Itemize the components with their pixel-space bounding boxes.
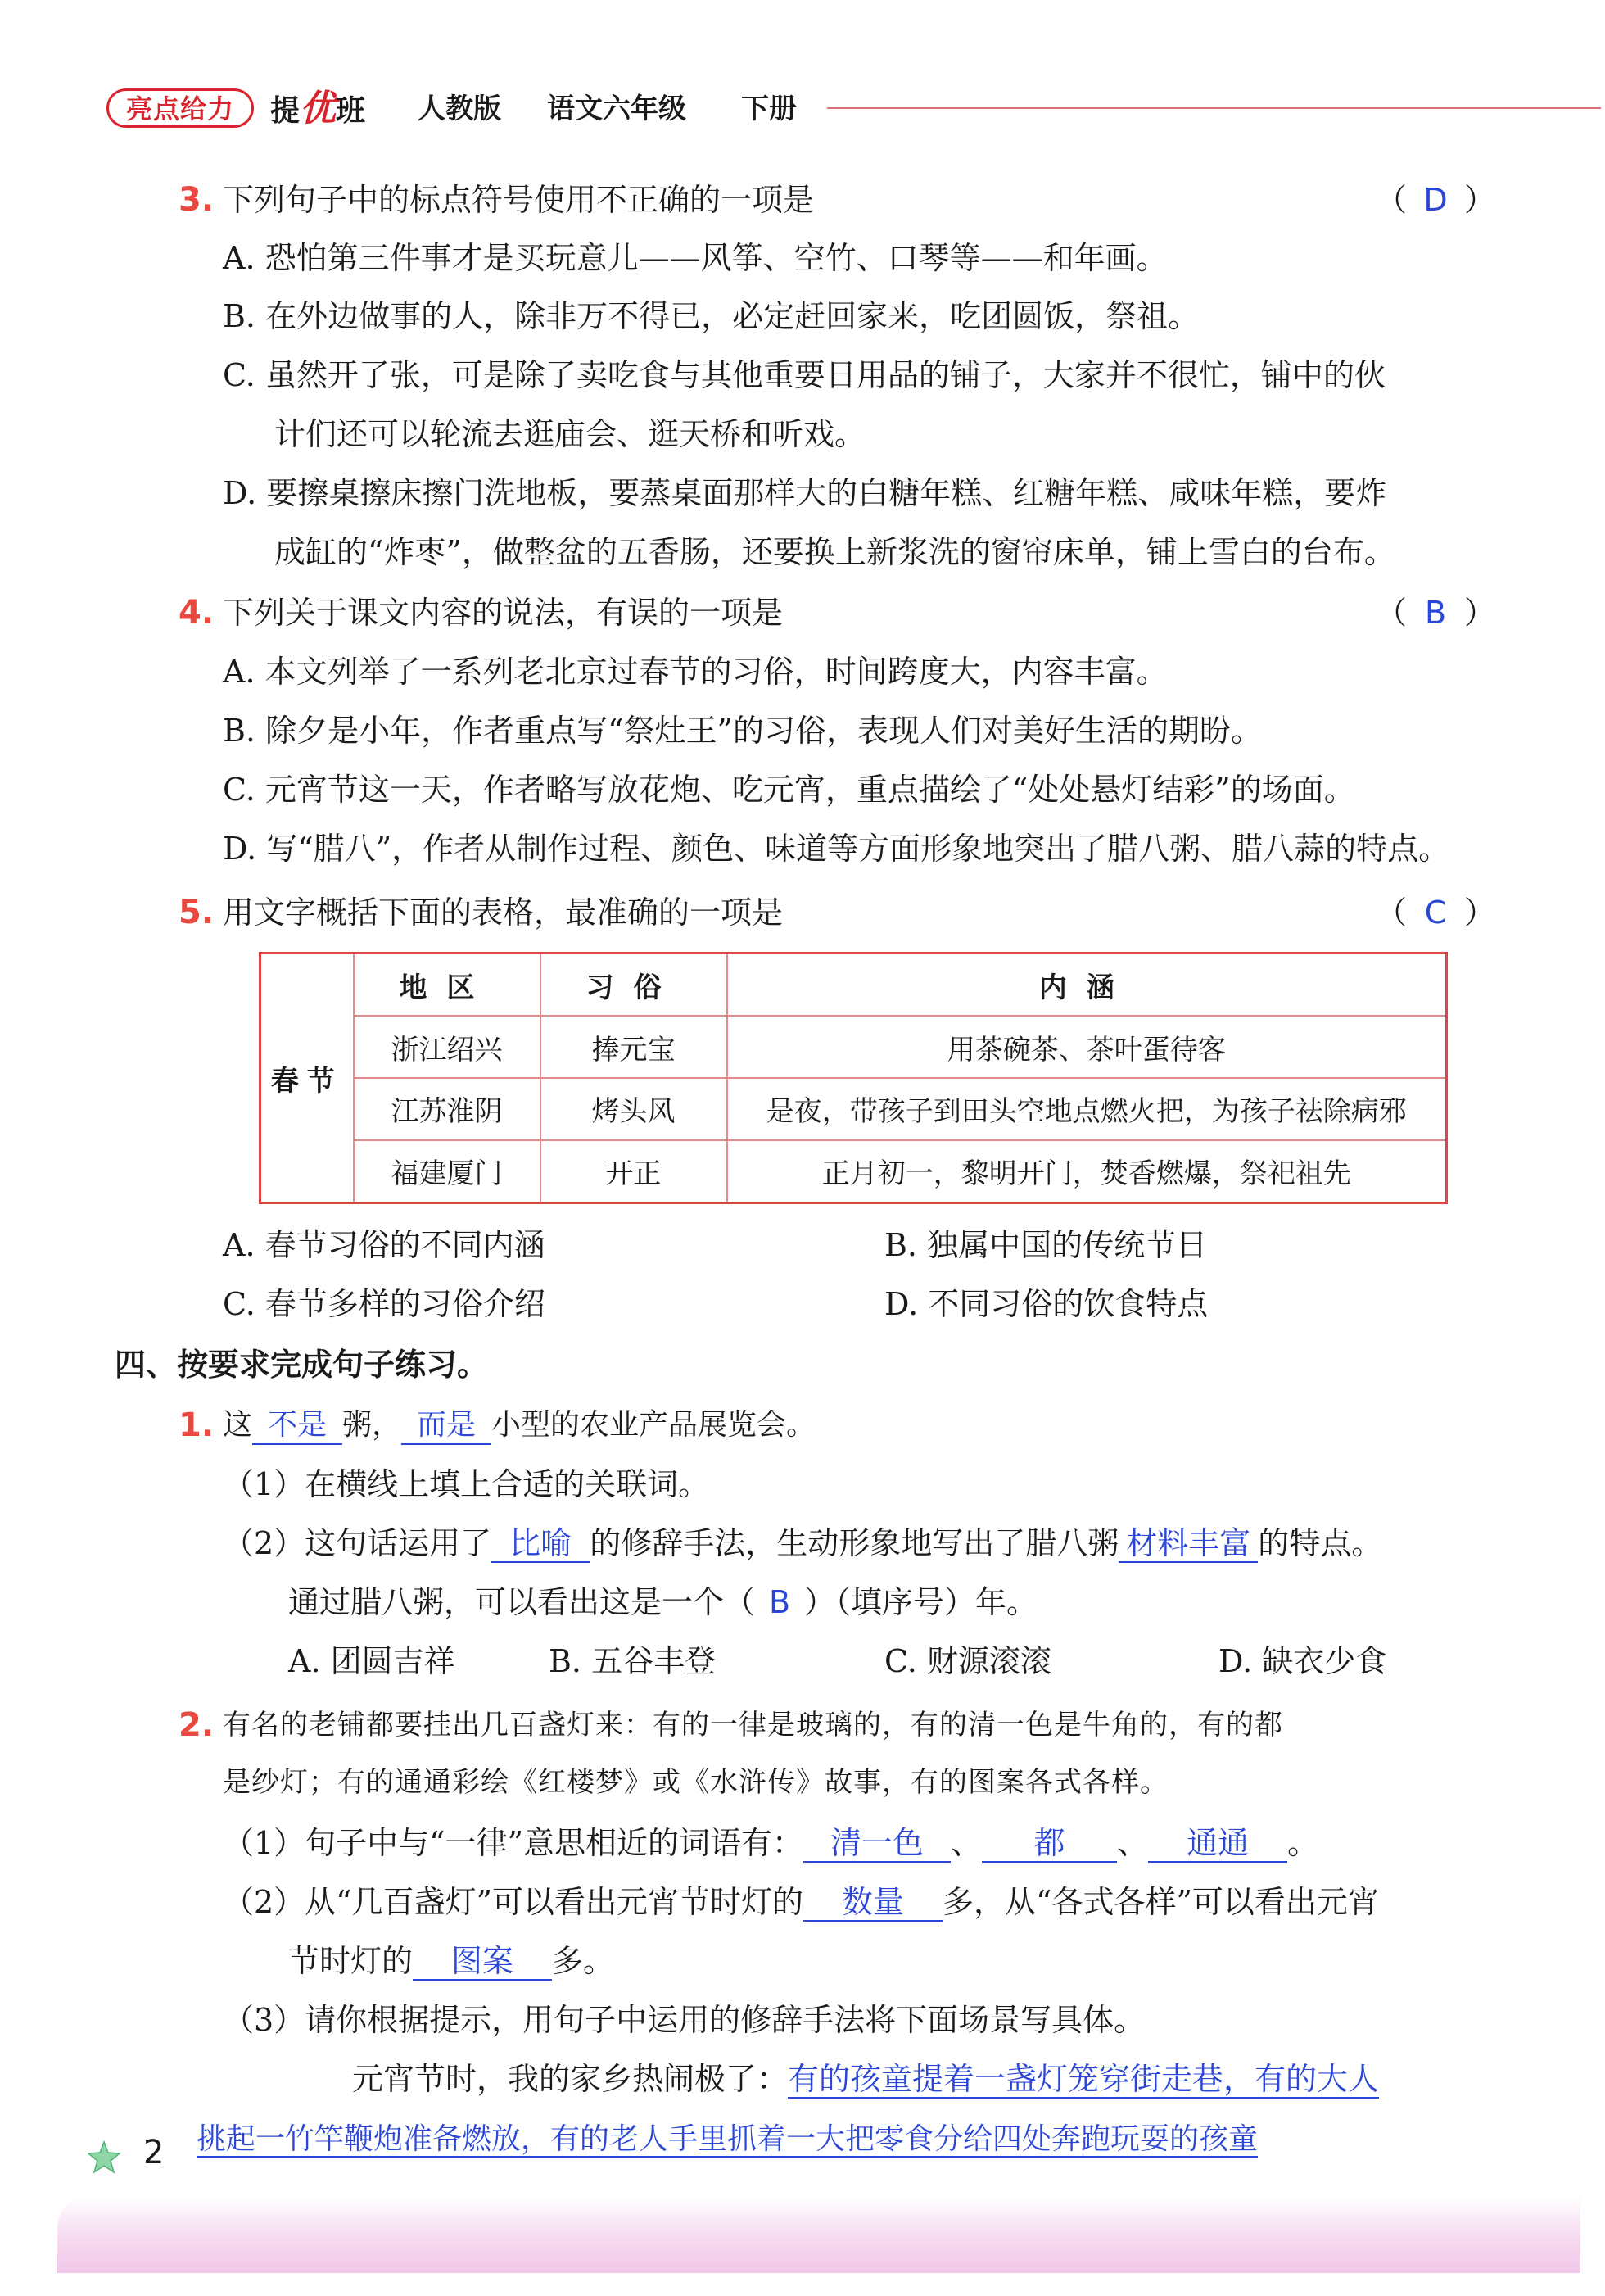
s4q2-sub3: （3）请你根据提示，用句子中运用的修辞手法将下面场景写具体。 [223, 2002, 1146, 2038]
s4q2-sub2-line2-post: 多。 [552, 1943, 615, 1979]
s4q2-sub2-line2 [288, 1938, 614, 1984]
s4q2-sub2-fill-2: 图案 [413, 1943, 552, 1981]
brand-post: 班 [336, 94, 366, 128]
q3-paren-left: （ [1376, 182, 1408, 218]
table-row-header: 春节 [260, 953, 354, 1203]
q3-option-d-cont: 成缸的“炸枣”，做整盆的五香肠，还要换上新浆洗的窗帘床单，铺上雪白的台布。 [274, 534, 1395, 570]
s4q2-sub1-end: 。 [1287, 1825, 1319, 1861]
table-cell: 正月初一，黎明开门，焚香燃爆，祭祀祖先 [727, 1140, 1447, 1203]
q3-option-b: B. 在外边做事的人，除非万不得已，必定赶回家来，吃团圆饭，祭祖。 [223, 298, 1200, 334]
q5-answer: C [1424, 894, 1447, 931]
s4q2-sub2-line2-pre: 节时灯的 [288, 1943, 414, 1979]
s4q2-write-line-1 [352, 2056, 1379, 2102]
s4q1-sub2-mid: 的修辞手法，生动形象地写出了腊八粥 [590, 1525, 1119, 1561]
q4-answer: B [1424, 595, 1447, 631]
edition-label: 人教版 [418, 93, 501, 125]
s4q2-sub1-sep-2: 、 [1117, 1825, 1149, 1861]
s4q1-sub2-fill-2: 材料丰富 [1119, 1525, 1258, 1563]
s4q1-sub2-line2 [288, 1579, 1038, 1625]
table-header-row [260, 953, 1447, 1017]
q5-option-a: A. 春节习俗的不同内涵 [223, 1227, 545, 1263]
q3-paren-right: ） [1464, 182, 1496, 218]
q5-paren-left: （ [1376, 894, 1408, 931]
q4-stem: 下列关于课文内容的说法，有误的一项是 [223, 595, 784, 631]
s4q2-sub1-sep-1: 、 [951, 1825, 983, 1861]
table-cell: 江苏淮阴 [354, 1078, 540, 1140]
s4q1-mid: 粥， [342, 1408, 402, 1442]
q4-option-b: B. 除夕是小年，作者重点写“祭灶王”的习俗，表现人们对美好生活的期盼。 [223, 713, 1262, 749]
q5-option-b: B. 独属中国的传统节日 [884, 1227, 1208, 1263]
s4q2-write-line-2 [197, 2115, 1258, 2162]
table-row [260, 1016, 1447, 1078]
s4q1-number: 1. [179, 1406, 215, 1444]
table-header-custom: 习俗 [540, 953, 727, 1017]
q3-answer-slot [1376, 177, 1495, 223]
q5-option-c: C. 春节多样的习俗介绍 [223, 1286, 545, 1322]
table-header-region: 地区 [354, 953, 540, 1017]
s4q1-choice-c: C. 财源滚滚 [884, 1643, 1051, 1679]
q4-option-d: D. 写“腊八”，作者从制作过程、颜色、味道等方面形象地突出了腊八粥、腊八蒜的特点。 [223, 831, 1450, 867]
table-cell: 福建厦门 [354, 1140, 540, 1203]
s4q1-choice-b: B. 五谷丰登 [549, 1643, 717, 1679]
page-header [106, 88, 1499, 129]
q3-option-a: A. 恐怕第三件事才是买玩意儿——风筝、空竹、口琴等——和年画。 [223, 240, 1168, 276]
s4q2-write-prompt: 元宵节时，我的家乡热闹极了： [352, 2061, 789, 2097]
brand-name [270, 88, 365, 132]
s4q2-sub2-pre: （2）从“几百盏灯”可以看出元宵节时灯的 [223, 1884, 804, 1920]
s4q2-sub1-fill-3: 通通 [1148, 1825, 1287, 1863]
s4q2-sub2 [223, 1879, 1379, 1925]
s4q2-sub1 [223, 1820, 1318, 1866]
customs-table [259, 952, 1448, 1204]
s4q2-sub1-fill-2: 都 [982, 1825, 1117, 1863]
s4q1-choice-d: D. 缺衣少食 [1218, 1643, 1387, 1679]
page-number: 2 [143, 2134, 165, 2171]
q4-paren-left: （ [1376, 595, 1408, 631]
q3-number: 3. [179, 181, 215, 219]
table-cell: 开正 [540, 1140, 727, 1203]
brand-pre: 提 [270, 94, 301, 128]
s4q2-sub2-fill-1: 数量 [803, 1884, 943, 1922]
table-cell: 用茶碗茶、茶叶蛋待客 [727, 1016, 1447, 1078]
star-icon [86, 2140, 122, 2176]
s4q1-sub2-pre: （2）这句话运用了 [223, 1525, 492, 1561]
q3-stem: 下列句子中的标点符号使用不正确的一项是 [223, 182, 815, 218]
header-rule [827, 107, 1601, 109]
s4q1-sub1: （1）在横线上填上合适的关联词。 [223, 1466, 710, 1502]
q3-answer: D [1423, 182, 1448, 218]
q5-number: 5. [179, 894, 215, 931]
s4q2-line-1: 有名的老铺都要挂出几百盏灯来：有的一律是玻璃的，有的清一色是牛角的，有的都 [223, 1709, 1283, 1741]
s4q2-number: 2. [179, 1706, 215, 1744]
q3-option-d: D. 要擦桌擦床擦门洗地板，要蒸桌面那样大的白糖年糕、红糖年糕、咸味年糕，要炸 [223, 475, 1387, 511]
q4-option-c: C. 元宵节这一天，作者略写放花炮、吃元宵，重点描绘了“处处悬灯结彩”的场面。 [223, 772, 1355, 808]
subject-label: 语文六年级 [547, 93, 686, 125]
s4q1-fill-2: 而是 [401, 1407, 491, 1445]
q5-stem: 用文字概括下面的表格，最准确的一项是 [223, 894, 784, 931]
q4-number: 4. [179, 594, 215, 632]
volume-label: 下册 [741, 93, 797, 125]
section-4-title: 四、按要求完成句子练习。 [115, 1347, 489, 1383]
s4q1-choice-a: A. 团圆吉祥 [288, 1643, 455, 1679]
s4q2-sub2-mid: 多，从“各式各样”可以看出元宵 [943, 1884, 1379, 1920]
s4q1-sub2-post: 的特点。 [1258, 1525, 1383, 1561]
s4q2-write-answer-2: 挑起一竹竿鞭炮准备燃放，有的老人手里抓着一大把零食分给四处奔跑玩耍的孩童 [197, 2122, 1259, 2156]
q4-option-a: A. 本文列举了一系列老北京过春节的习俗，时间跨度大，内容丰富。 [223, 654, 1168, 690]
table-cell: 捧元宝 [540, 1016, 727, 1078]
brand-badge: 亮点给力 [106, 88, 254, 128]
q5-paren-right: ） [1464, 894, 1496, 931]
footer-band [57, 2195, 1580, 2273]
s4q1-sub2-line2-pre: 通过腊八粥，可以看出这是一个（ [288, 1584, 756, 1620]
brand-you: 优 [300, 88, 337, 129]
s4q2-sub1-pre: （1）句子中与“一律”意思相近的词语有： [223, 1825, 804, 1861]
q3-option-c: C. 虽然开了张，可是除了卖吃食与其他重要日用品的铺子，大家并不很忙，铺中的伙 [223, 357, 1386, 393]
q4-paren-right: ） [1464, 595, 1496, 631]
q5-answer-slot [1376, 890, 1495, 935]
s4q1-sub2-fill-1: 比喻 [491, 1525, 590, 1563]
q4-answer-slot [1376, 590, 1495, 636]
s4q2-line-2: 是纱灯；有的通通彩绘《红楼梦》或《水浒传》故事，有的图案各式各样。 [223, 1766, 1169, 1799]
s4q1-pre: 这 [223, 1408, 253, 1442]
s4q1-sentence [223, 1402, 816, 1448]
table-header-meaning: 内涵 [727, 953, 1447, 1017]
table-row [260, 1140, 1447, 1203]
s4q1-sub2-answer: B [768, 1584, 791, 1620]
table-cell: 浙江绍兴 [354, 1016, 540, 1078]
s4q1-post: 小型的农业产品展览会。 [491, 1408, 816, 1442]
q3-option-c-cont: 计们还可以轮流去逛庙会、逛天桥和听戏。 [274, 416, 866, 452]
table-cell: 烤头风 [540, 1078, 727, 1140]
s4q1-sub2-line2-post: ）（填序号）年。 [804, 1584, 1038, 1620]
s4q1-sub2 [223, 1520, 1382, 1566]
s4q1-fill-1: 不是 [252, 1407, 342, 1445]
s4q2-write-answer-1: 有的孩童提着一盏灯笼穿街走巷，有的大人 [788, 2061, 1380, 2097]
table-cell: 是夜，带孩子到田头空地点燃火把，为孩子祛除病邪 [727, 1078, 1447, 1140]
s4q2-sub1-fill-1: 清一色 [803, 1825, 951, 1863]
q5-option-d: D. 不同习俗的饮食特点 [884, 1286, 1209, 1322]
table-row [260, 1078, 1447, 1140]
